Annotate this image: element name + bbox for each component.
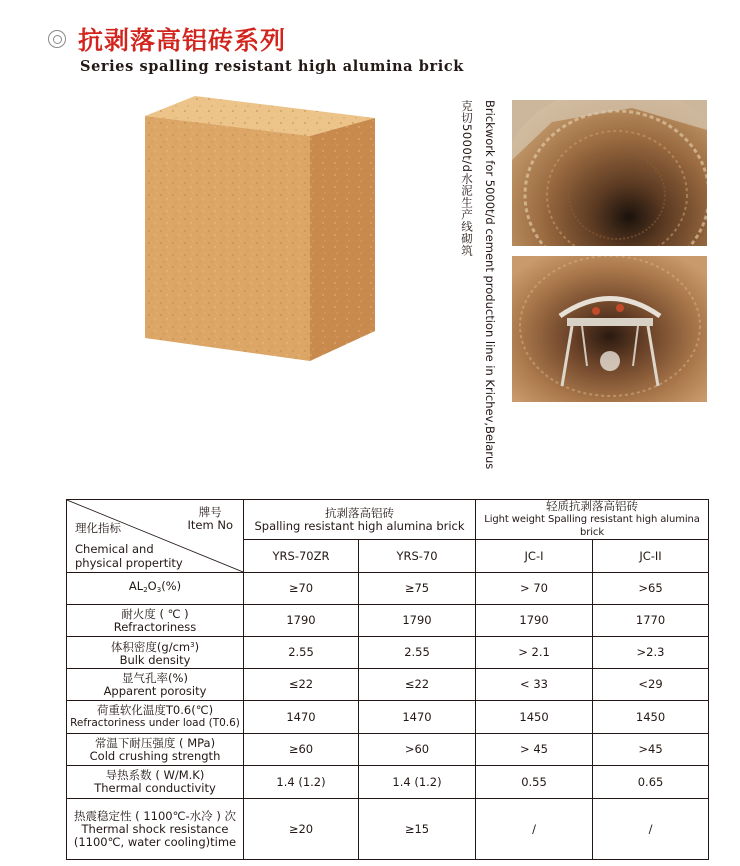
item-no-cn: 牌号 [198, 505, 222, 519]
row-label [67, 734, 244, 766]
table-cell: 2.55 [244, 637, 359, 669]
table-cell: > 70 [476, 573, 593, 605]
group-cn: 抗剥落高铝砖 [325, 505, 394, 520]
table-row [67, 605, 709, 637]
table-cell: ≥15 [359, 799, 476, 860]
photo-caption-en: Brickwork for 5000t/d cement production line in Krichev,Belarus [483, 100, 497, 470]
row-label [67, 799, 244, 860]
table-corner-header [67, 500, 244, 573]
row-label-en-2: (1100℃, water cooling)time [73, 834, 237, 849]
photo-caption-cn: 克切5000t/d水泥生产线砌筑 [460, 100, 474, 257]
table-cell: 1470 [359, 701, 476, 734]
group-header-standard [244, 500, 476, 540]
table-cell: ≥75 [359, 573, 476, 605]
spec-table [66, 499, 709, 860]
table-cell: >45 [593, 734, 709, 766]
row-label-cn: 导热系数 ( W/M.K) [105, 768, 205, 782]
table-cell: ≤22 [244, 669, 359, 701]
table-cell: / [476, 799, 593, 860]
circle-bullet-icon [48, 30, 66, 48]
table-cell: 1790 [476, 605, 593, 637]
table-cell: <29 [593, 669, 709, 701]
table-cell: ≥20 [244, 799, 359, 860]
table-row [67, 669, 709, 701]
property-en: Chemical and physical propertity [75, 542, 183, 570]
table-cell: 1.4 (1.2) [244, 766, 359, 799]
table-cell: >65 [593, 573, 709, 605]
item-no-en: Item No [187, 518, 233, 532]
table-cell: 1470 [244, 701, 359, 734]
table-cell: 1790 [359, 605, 476, 637]
table-cell: >60 [359, 734, 476, 766]
row-label-cn: 耐火度 ( ℃ ) [121, 606, 189, 621]
row-label-en: Thermal shock resistance [81, 821, 229, 836]
table-cell: ≥70 [244, 573, 359, 605]
table-cell: 0.65 [593, 766, 709, 799]
row-label [67, 605, 244, 637]
row-label-en: Bulk density [119, 652, 191, 667]
model-header: YRS-70 [359, 540, 476, 573]
kiln-brickwork-photo-2 [512, 256, 707, 402]
row-label-cn: 热震稳定性 ( 1100℃-水冷 ) 次 [74, 808, 236, 823]
row-label [67, 766, 244, 799]
table-cell: 1770 [593, 605, 709, 637]
property-label [75, 542, 195, 570]
group-en: Light weight Spalling resistant high alumina brick [484, 514, 700, 538]
table-cell: >2.3 [593, 637, 709, 669]
table-cell: ≤22 [359, 669, 476, 701]
group-header-lightweight [476, 500, 709, 540]
table-row [67, 701, 709, 734]
row-label-cn: 常温下耐压强度 ( MPa) [94, 735, 216, 750]
row-label: $AL_2O_3(\%)$ [67, 573, 244, 605]
table-cell: 0.55 [476, 766, 593, 799]
table-cell: / [593, 799, 709, 860]
group-en: Spalling resistant high alumina brick [254, 518, 465, 533]
kiln-brickwork-photo-1 [512, 100, 707, 246]
table-cell: 1450 [593, 701, 709, 734]
model-header: JC-II [593, 540, 709, 573]
table-row [67, 734, 709, 766]
group-cn: 轻质抗剥落高铝砖 [546, 499, 639, 513]
row-label-en: Apparent porosity [103, 683, 207, 698]
table-row [67, 573, 709, 605]
table-cell: 1790 [244, 605, 359, 637]
table-cell: 2.55 [359, 637, 476, 669]
brick-image [135, 96, 375, 361]
table-row [67, 766, 709, 799]
page-title: 抗剥落高铝砖系列 [78, 26, 287, 55]
row-label-cn: 荷重软化温度T0.6(℃) [96, 703, 214, 717]
table-cell: 1450 [476, 701, 593, 734]
table-cell: < 33 [476, 669, 593, 701]
row-label-en: Refractoriness under load (T0.6) [70, 717, 240, 729]
table-cell: 1.4 (1.2) [359, 766, 476, 799]
table-row [67, 799, 709, 860]
model-header: YRS-70ZR [244, 540, 359, 573]
table-row [67, 637, 709, 669]
section-header [48, 22, 286, 56]
table-cell: ≥60 [244, 734, 359, 766]
item-no-label [188, 506, 233, 532]
table-cell: > 2.1 [476, 637, 593, 669]
row-label-en: Cold crushing strength [89, 748, 221, 763]
row-label-en: Refractoriness [113, 619, 197, 634]
row-label [67, 669, 244, 701]
row-label [67, 701, 244, 734]
row-label-cn: 体积密度$(g/cm^3)$ [110, 639, 200, 654]
model-header: JC-I [476, 540, 593, 573]
table-cell: > 45 [476, 734, 593, 766]
row-label-cn: 显气孔率(%) [122, 670, 188, 685]
page-subtitle: Series spalling resistant high alumina brick [80, 58, 464, 75]
property-cn: 理化指标 [75, 521, 121, 535]
row-label [67, 637, 244, 669]
row-label-en: Thermal conductivity [94, 781, 216, 795]
